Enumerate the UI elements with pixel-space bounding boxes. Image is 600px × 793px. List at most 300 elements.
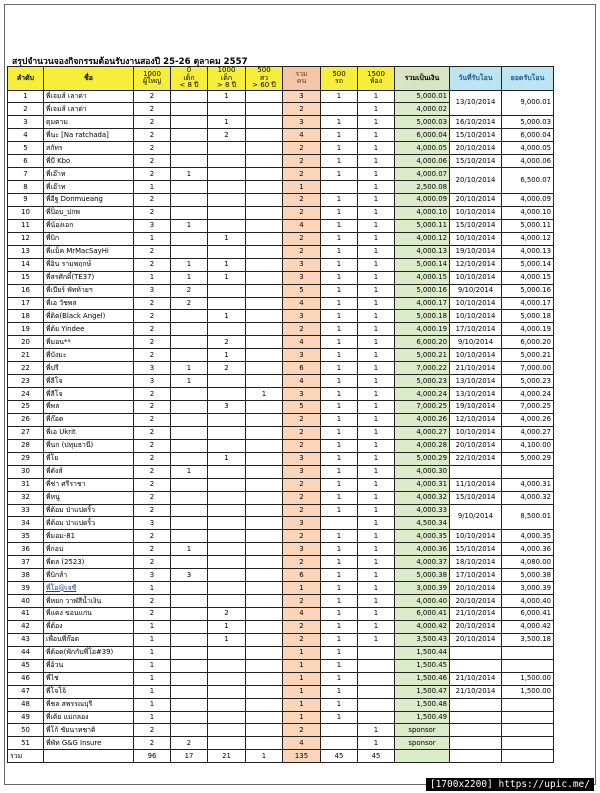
row-transfer-date: 22/10/2014 [450, 452, 502, 465]
row-room: 1 [358, 724, 395, 737]
row-room [358, 659, 395, 672]
header-senior-age: > 60 ปี [252, 81, 276, 89]
row-transfer-date: 10/10/2014 [450, 310, 502, 323]
row-child-over-8: 1 [208, 90, 246, 103]
row-number: 10 [8, 206, 44, 219]
table-row [8, 711, 554, 724]
row-child-under-8 [171, 478, 208, 491]
row-transfer-date: 20/10/2014 [450, 582, 502, 595]
row-total-money: 4,000.05 [395, 142, 450, 155]
row-child-under-8 [171, 336, 208, 349]
row-number: 47 [8, 685, 44, 698]
row-car: 1 [321, 543, 358, 556]
row-car: 1 [321, 491, 358, 504]
row-name: พี่เอ๊าท [44, 181, 134, 194]
row-child-over-8: 1 [208, 349, 246, 362]
header-child-over-8-age: > 8 ปี [216, 81, 237, 89]
row-car: 1 [321, 219, 358, 232]
row-name: พี่อีฐ Donmueang [44, 194, 134, 207]
row-transfer-amount: 1,500.00 [502, 685, 554, 698]
row-transfer-amount: 4,080.00 [502, 556, 554, 569]
row-senior [246, 452, 283, 465]
row-total-money: 5,000.03 [395, 116, 450, 129]
row-car: 1 [321, 245, 358, 258]
header-child-over-8 [208, 67, 246, 91]
row-adult: 3 [134, 375, 171, 388]
row-car: 1 [321, 672, 358, 685]
row-senior [246, 620, 283, 633]
row-number: 6 [8, 155, 44, 168]
table-row [8, 413, 554, 426]
row-number: 12 [8, 232, 44, 245]
row-number: 36 [8, 543, 44, 556]
row-name: พี่ช่า ศรีราชา [44, 478, 134, 491]
table-row [8, 194, 554, 207]
header-adult [134, 67, 171, 91]
row-senior [246, 142, 283, 155]
row-total-people: 1 [283, 685, 321, 698]
table-row [8, 142, 554, 155]
row-child-over-8 [208, 194, 246, 207]
row-transfer-date: 10/10/2014 [450, 271, 502, 284]
row-car: 1 [321, 168, 358, 181]
row-transfer-amount [502, 711, 554, 724]
row-transfer-amount: 4,000.32 [502, 491, 554, 504]
row-child-over-8: 2 [208, 336, 246, 349]
row-room: 1 [358, 504, 395, 517]
table-row [8, 439, 554, 452]
row-total-money: 4,000.33 [395, 504, 450, 517]
row-total-people: 4 [283, 737, 321, 750]
row-senior [246, 685, 283, 698]
row-senior [246, 465, 283, 478]
row-name: พี่เอ๊าท [44, 168, 134, 181]
row-total-money: 4,000.24 [395, 388, 450, 401]
row-senior [246, 232, 283, 245]
header-child-over-8-price: 1000 [217, 66, 236, 74]
row-total-money: 4,000.28 [395, 439, 450, 452]
row-transfer-date: 17/10/2014 [450, 323, 502, 336]
row-senior [246, 206, 283, 219]
row-adult: 2 [134, 323, 171, 336]
row-number: 32 [8, 491, 44, 504]
table-row [8, 245, 554, 258]
row-car: 1 [321, 413, 358, 426]
table-row [8, 336, 554, 349]
row-total-money: 4,000.06 [395, 155, 450, 168]
row-total-people: 5 [283, 284, 321, 297]
row-adult: 2 [134, 90, 171, 103]
row-child-under-8 [171, 582, 208, 595]
row-transfer-date: 9/10/2014 [450, 284, 502, 297]
row-transfer-date: 10/10/2014 [450, 206, 502, 219]
row-senior [246, 116, 283, 129]
row-room: 1 [358, 168, 395, 181]
row-child-over-8 [208, 698, 246, 711]
row-transfer-amount: 4,000.17 [502, 297, 554, 310]
row-total-people: 3 [283, 543, 321, 556]
row-number: 39 [8, 582, 44, 595]
row-total-people: 3 [283, 349, 321, 362]
row-name: พี่บี Kbo [44, 155, 134, 168]
row-car: 1 [321, 685, 358, 698]
row-child-under-8 [171, 646, 208, 659]
row-child-under-8 [171, 90, 208, 103]
row-total-people: 1 [283, 582, 321, 595]
row-number: 33 [8, 504, 44, 517]
row-transfer-date: 15/10/2014 [450, 491, 502, 504]
totals-adult: 96 [134, 750, 171, 763]
row-room: 1 [358, 465, 395, 478]
row-adult: 2 [134, 595, 171, 608]
row-adult: 3 [134, 219, 171, 232]
row-room [358, 698, 395, 711]
row-transfer-date: 15/10/2014 [450, 129, 502, 142]
row-transfer-amount: 7,000.00 [502, 362, 554, 375]
row-total-people: 2 [283, 206, 321, 219]
table-row [8, 543, 554, 556]
row-name: พี่บิก [44, 232, 134, 245]
row-name: พี่พัท G&G Insure [44, 737, 134, 750]
table-row [8, 258, 554, 271]
row-number: 42 [8, 620, 44, 633]
row-name: พี่น้องเอก [44, 219, 134, 232]
row-total-people: 1 [283, 698, 321, 711]
row-senior [246, 336, 283, 349]
row-total-money: 4,000.15 [395, 271, 450, 284]
row-car [321, 724, 358, 737]
row-child-over-8 [208, 504, 246, 517]
row-adult: 2 [134, 465, 171, 478]
row-total-people: 3 [283, 310, 321, 323]
row-number: 29 [8, 452, 44, 465]
row-adult: 2 [134, 530, 171, 543]
row-transfer-amount: 5,000.18 [502, 310, 554, 323]
row-transfer-date [450, 711, 502, 724]
row-car: 1 [321, 426, 358, 439]
row-room [358, 646, 395, 659]
header-room-label: ห้อง [369, 77, 383, 86]
row-transfer-date: 20/10/2014 [450, 439, 502, 452]
row-name: สกัทร [44, 142, 134, 155]
row-total-people: 3 [283, 116, 321, 129]
row-child-over-8 [208, 478, 246, 491]
row-child-over-8: 3 [208, 401, 246, 414]
row-total-people: 3 [283, 90, 321, 103]
row-room: 1 [358, 401, 395, 414]
row-name: พี่หยก วาฬสีน้ำเงิน [44, 595, 134, 608]
header-child-under-8-age: < 8 ปี [179, 81, 199, 89]
row-child-under-8 [171, 323, 208, 336]
row-transfer-amount: 5,000.03 [502, 116, 554, 129]
row-number: 11 [8, 219, 44, 232]
row-senior [246, 724, 283, 737]
row-total-money: 5,000.29 [395, 452, 450, 465]
row-senior [246, 258, 283, 271]
row-senior [246, 569, 283, 582]
row-number: 28 [8, 439, 44, 452]
row-transfer-amount [502, 646, 554, 659]
row-total-money: 4,000.13 [395, 245, 450, 258]
row-car: 1 [321, 310, 358, 323]
table-row [8, 297, 554, 310]
row-transfer-amount: 4,000.12 [502, 232, 554, 245]
row-child-over-8 [208, 672, 246, 685]
row-name: พี่เอ วัชพล [44, 297, 134, 310]
row-total-money: sponsor [395, 724, 450, 737]
row-car: 1 [321, 90, 358, 103]
row-senior [246, 698, 283, 711]
row-room: 1 [358, 543, 395, 556]
row-total-people: 4 [283, 608, 321, 621]
row-car: 1 [321, 129, 358, 142]
row-transfer-amount: 4,000.06 [502, 155, 554, 168]
totals-label: รวม [8, 750, 44, 763]
row-senior [246, 219, 283, 232]
row-total-money: 5,000.38 [395, 569, 450, 582]
row-car: 1 [321, 142, 358, 155]
row-senior [246, 556, 283, 569]
row-room: 1 [358, 388, 395, 401]
totals-child-over-8: 21 [208, 750, 246, 763]
row-car: 1 [321, 284, 358, 297]
row-transfer-date: 10/10/2014 [450, 530, 502, 543]
row-child-under-8 [171, 724, 208, 737]
row-total-people: 2 [283, 413, 321, 426]
row-total-people: 3 [283, 452, 321, 465]
row-number: 35 [8, 530, 44, 543]
row-transfer-amount: 4,000.26 [502, 413, 554, 426]
row-total-people: 2 [283, 232, 321, 245]
row-room: 1 [358, 142, 395, 155]
row-child-under-8 [171, 206, 208, 219]
row-name: พี่ปรี [44, 362, 134, 375]
header-name: ชื่อ [44, 67, 134, 91]
row-senior [246, 737, 283, 750]
row-car: 1 [321, 336, 358, 349]
row-child-under-8 [171, 155, 208, 168]
row-transfer-date [450, 737, 502, 750]
table-row [8, 659, 554, 672]
row-room: 1 [358, 323, 395, 336]
row-name: พี่ลีโจ [44, 375, 134, 388]
row-transfer-amount: 4,000.10 [502, 206, 554, 219]
row-number: 38 [8, 569, 44, 582]
row-child-over-8 [208, 530, 246, 543]
row-car: 1 [321, 608, 358, 621]
row-transfer-amount [502, 698, 554, 711]
row-total-money: 6,000.41 [395, 608, 450, 621]
row-total-money: 7,000.25 [395, 401, 450, 414]
row-child-over-8 [208, 142, 246, 155]
row-transfer-date: 20/10/2014 [450, 633, 502, 646]
row-name: พี่ต้ย Yindee [44, 323, 134, 336]
row-senior [246, 439, 283, 452]
row-name: เพื่อนพี่ก๊อด [44, 633, 134, 646]
totals-child-under-8: 17 [171, 750, 208, 763]
row-total-people: 1 [283, 711, 321, 724]
row-room: 1 [358, 452, 395, 465]
row-senior [246, 297, 283, 310]
row-number: 26 [8, 413, 44, 426]
table-row [8, 271, 554, 284]
row-number: 15 [8, 271, 44, 284]
row-senior [246, 245, 283, 258]
row-total-money: 4,000.30 [395, 465, 450, 478]
row-child-under-8 [171, 595, 208, 608]
row-child-under-8 [171, 659, 208, 672]
row-room [358, 711, 395, 724]
row-number: 13 [8, 245, 44, 258]
row-senior: 1 [246, 388, 283, 401]
row-room: 1 [358, 284, 395, 297]
row-transfer-date: 13/10/2014 [450, 388, 502, 401]
row-name: พี่ต้อม ป่าแปดริ้ว [44, 517, 134, 530]
table-row [8, 698, 554, 711]
row-child-over-8 [208, 103, 246, 116]
row-child-over-8 [208, 517, 246, 530]
row-name: พี่บังมะ [44, 349, 134, 362]
row-child-over-8 [208, 388, 246, 401]
row-car: 1 [321, 271, 358, 284]
row-transfer-amount: 5,000.11 [502, 219, 554, 232]
row-total-money: 5,000.23 [395, 375, 450, 388]
row-transfer-date [450, 724, 502, 737]
row-adult: 2 [134, 194, 171, 207]
row-room: 1 [358, 103, 395, 116]
row-senior [246, 413, 283, 426]
row-senior [246, 362, 283, 375]
row-transfer-date: 11/10/2014 [450, 478, 502, 491]
row-adult: 2 [134, 297, 171, 310]
row-number: 19 [8, 323, 44, 336]
row-total-people: 2 [283, 491, 321, 504]
row-transfer-date: 20/10/2014 [450, 595, 502, 608]
row-adult: 1 [134, 582, 171, 595]
row-total-people: 4 [283, 336, 321, 349]
row-car: 1 [321, 232, 358, 245]
row-child-under-8 [171, 504, 208, 517]
header-child-under-8 [171, 67, 208, 91]
row-transfer-amount: 5,000.16 [502, 284, 554, 297]
row-number: 20 [8, 336, 44, 349]
table-row [8, 375, 554, 388]
row-car: 1 [321, 452, 358, 465]
totals-senior: 1 [246, 750, 283, 763]
row-adult: 1 [134, 659, 171, 672]
table-row [8, 530, 554, 543]
row-car: 1 [321, 633, 358, 646]
row-total-money: 7,000.22 [395, 362, 450, 375]
table-row [8, 388, 554, 401]
row-transfer-date: 15/10/2014 [450, 543, 502, 556]
row-transfer-amount: 5,000.14 [502, 258, 554, 271]
row-room: 1 [358, 375, 395, 388]
row-room: 1 [358, 633, 395, 646]
row-child-over-8 [208, 737, 246, 750]
row-child-under-8: 1 [171, 362, 208, 375]
row-number: 2 [8, 103, 44, 116]
row-total-people: 4 [283, 375, 321, 388]
row-adult: 1 [134, 181, 171, 194]
row-child-over-8: 1 [208, 232, 246, 245]
row-transfer-date: 20/10/2014 [450, 620, 502, 633]
row-transfer-date: 10/10/2014 [450, 349, 502, 362]
row-name: พี่ต้อด(พักกับพี่โอ#39) [44, 646, 134, 659]
row-child-over-8 [208, 413, 246, 426]
row-transfer-amount: 8,500.01 [502, 504, 554, 530]
header-room [358, 67, 395, 91]
row-number: 8 [8, 181, 44, 194]
row-room: 1 [358, 181, 395, 194]
row-number: 3 [8, 116, 44, 129]
table-row [8, 685, 554, 698]
row-total-money: 2,500.08 [395, 181, 450, 194]
row-total-people: 2 [283, 439, 321, 452]
row-transfer-amount: 4,000.09 [502, 194, 554, 207]
row-adult: 2 [134, 543, 171, 556]
row-child-over-8 [208, 375, 246, 388]
row-total-money: 1,500.48 [395, 698, 450, 711]
table-row [8, 478, 554, 491]
table-row [8, 232, 554, 245]
row-total-money: 1,500.46 [395, 672, 450, 685]
row-adult: 2 [134, 129, 171, 142]
row-name: พี่ป็อบ_ปกพ [44, 206, 134, 219]
header-no: ลำดับ [8, 67, 44, 91]
row-adult: 2 [134, 155, 171, 168]
row-transfer-date: 9/10/2014 [450, 504, 502, 530]
row-total-money: 4,000.12 [395, 232, 450, 245]
row-total-people: 2 [283, 155, 321, 168]
row-number: 46 [8, 672, 44, 685]
row-child-over-8: 1 [208, 258, 246, 271]
row-child-over-8 [208, 556, 246, 569]
row-child-over-8 [208, 284, 246, 297]
row-adult: 3 [134, 284, 171, 297]
row-child-under-8 [171, 711, 208, 724]
row-child-under-8 [171, 194, 208, 207]
row-transfer-amount: 5,000.23 [502, 375, 554, 388]
row-senior [246, 284, 283, 297]
row-total-people: 2 [283, 595, 321, 608]
row-transfer-date: 10/10/2014 [450, 297, 502, 310]
row-transfer-amount: 7,000.25 [502, 401, 554, 414]
row-number: 4 [8, 129, 44, 142]
row-total-people: 3 [283, 271, 321, 284]
header-car [321, 67, 358, 91]
row-total-people: 6 [283, 362, 321, 375]
row-name: พี่ต้อง [44, 620, 134, 633]
document-title: สรุปจำนวนจองกิจกรรมต้อนรับงานสองปี 25-26 ตุลาคม 2557 [12, 57, 248, 67]
row-room: 1 [358, 155, 395, 168]
row-transfer-amount: 4,000.05 [502, 142, 554, 155]
header-car-price: 500 [332, 69, 346, 78]
row-number: 27 [8, 426, 44, 439]
row-senior [246, 401, 283, 414]
row-room [358, 672, 395, 685]
row-senior [246, 633, 283, 646]
row-total-people: 1 [283, 181, 321, 194]
row-child-over-8: 1 [208, 310, 246, 323]
row-car: 1 [321, 556, 358, 569]
row-total-money: 5,000.18 [395, 310, 450, 323]
row-child-over-8 [208, 168, 246, 181]
row-total-people: 1 [283, 659, 321, 672]
row-child-under-8 [171, 181, 208, 194]
row-transfer-amount: 4,000.24 [502, 388, 554, 401]
row-total-people: 2 [283, 426, 321, 439]
